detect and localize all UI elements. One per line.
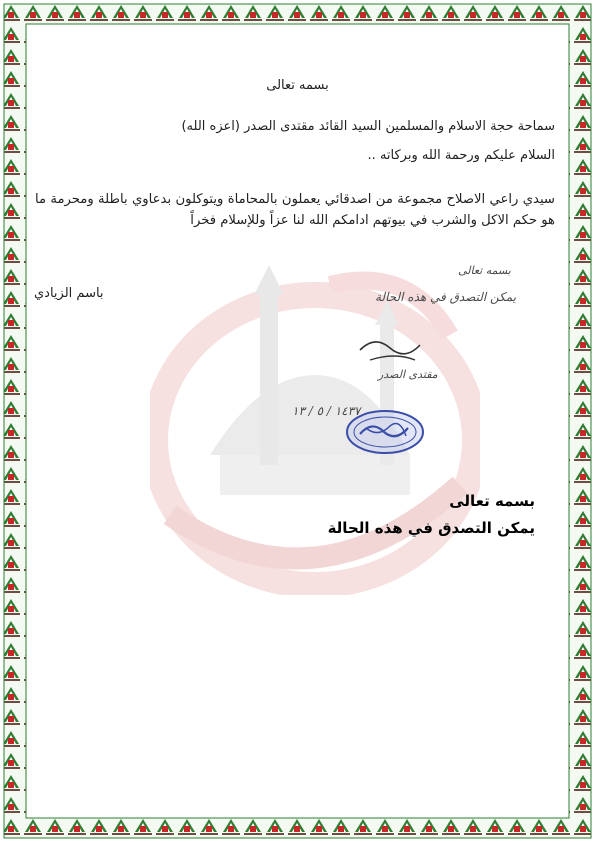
handwritten-signature: مقتدى الصدر: [378, 368, 438, 381]
basmala-heading: بسمه تعالى: [266, 78, 329, 93]
handwritten-date: ١٤٣٧ / ٥ / ١٣: [292, 404, 361, 418]
official-stamp: [344, 408, 426, 456]
watermark-emblem: [150, 255, 480, 595]
question-body: سيدي راعي الاصلاح مجموعة من اصدقائي يعملون بالمحاماة ويتوكلون بدعاوي باطلة ومحرمة ما هو حكم الاكل والشرب في بيوتهم ادامكم الله لنا عزاً وللإسلام فخراً: [35, 192, 555, 228]
ruling-text: يمكن التصدق في هذه الحالة: [327, 519, 535, 537]
greeting-line: السلام عليكم ورحمة الله وبركاته ..: [367, 148, 555, 163]
ruling-basmala: بسمه تعالى: [449, 492, 535, 510]
handwritten-ruling: يمكن التصدق في هذه الحالة: [375, 290, 517, 304]
sender-signature: باسم الزيادي: [34, 286, 104, 301]
handwritten-basmala: بسمه تعالى: [458, 264, 511, 277]
addressee-line: سماحة حجة الاسلام والمسلمين السيد القائد مقتدى الصدر (اعزه الله): [181, 119, 555, 134]
handwritten-scribble: [350, 330, 430, 370]
